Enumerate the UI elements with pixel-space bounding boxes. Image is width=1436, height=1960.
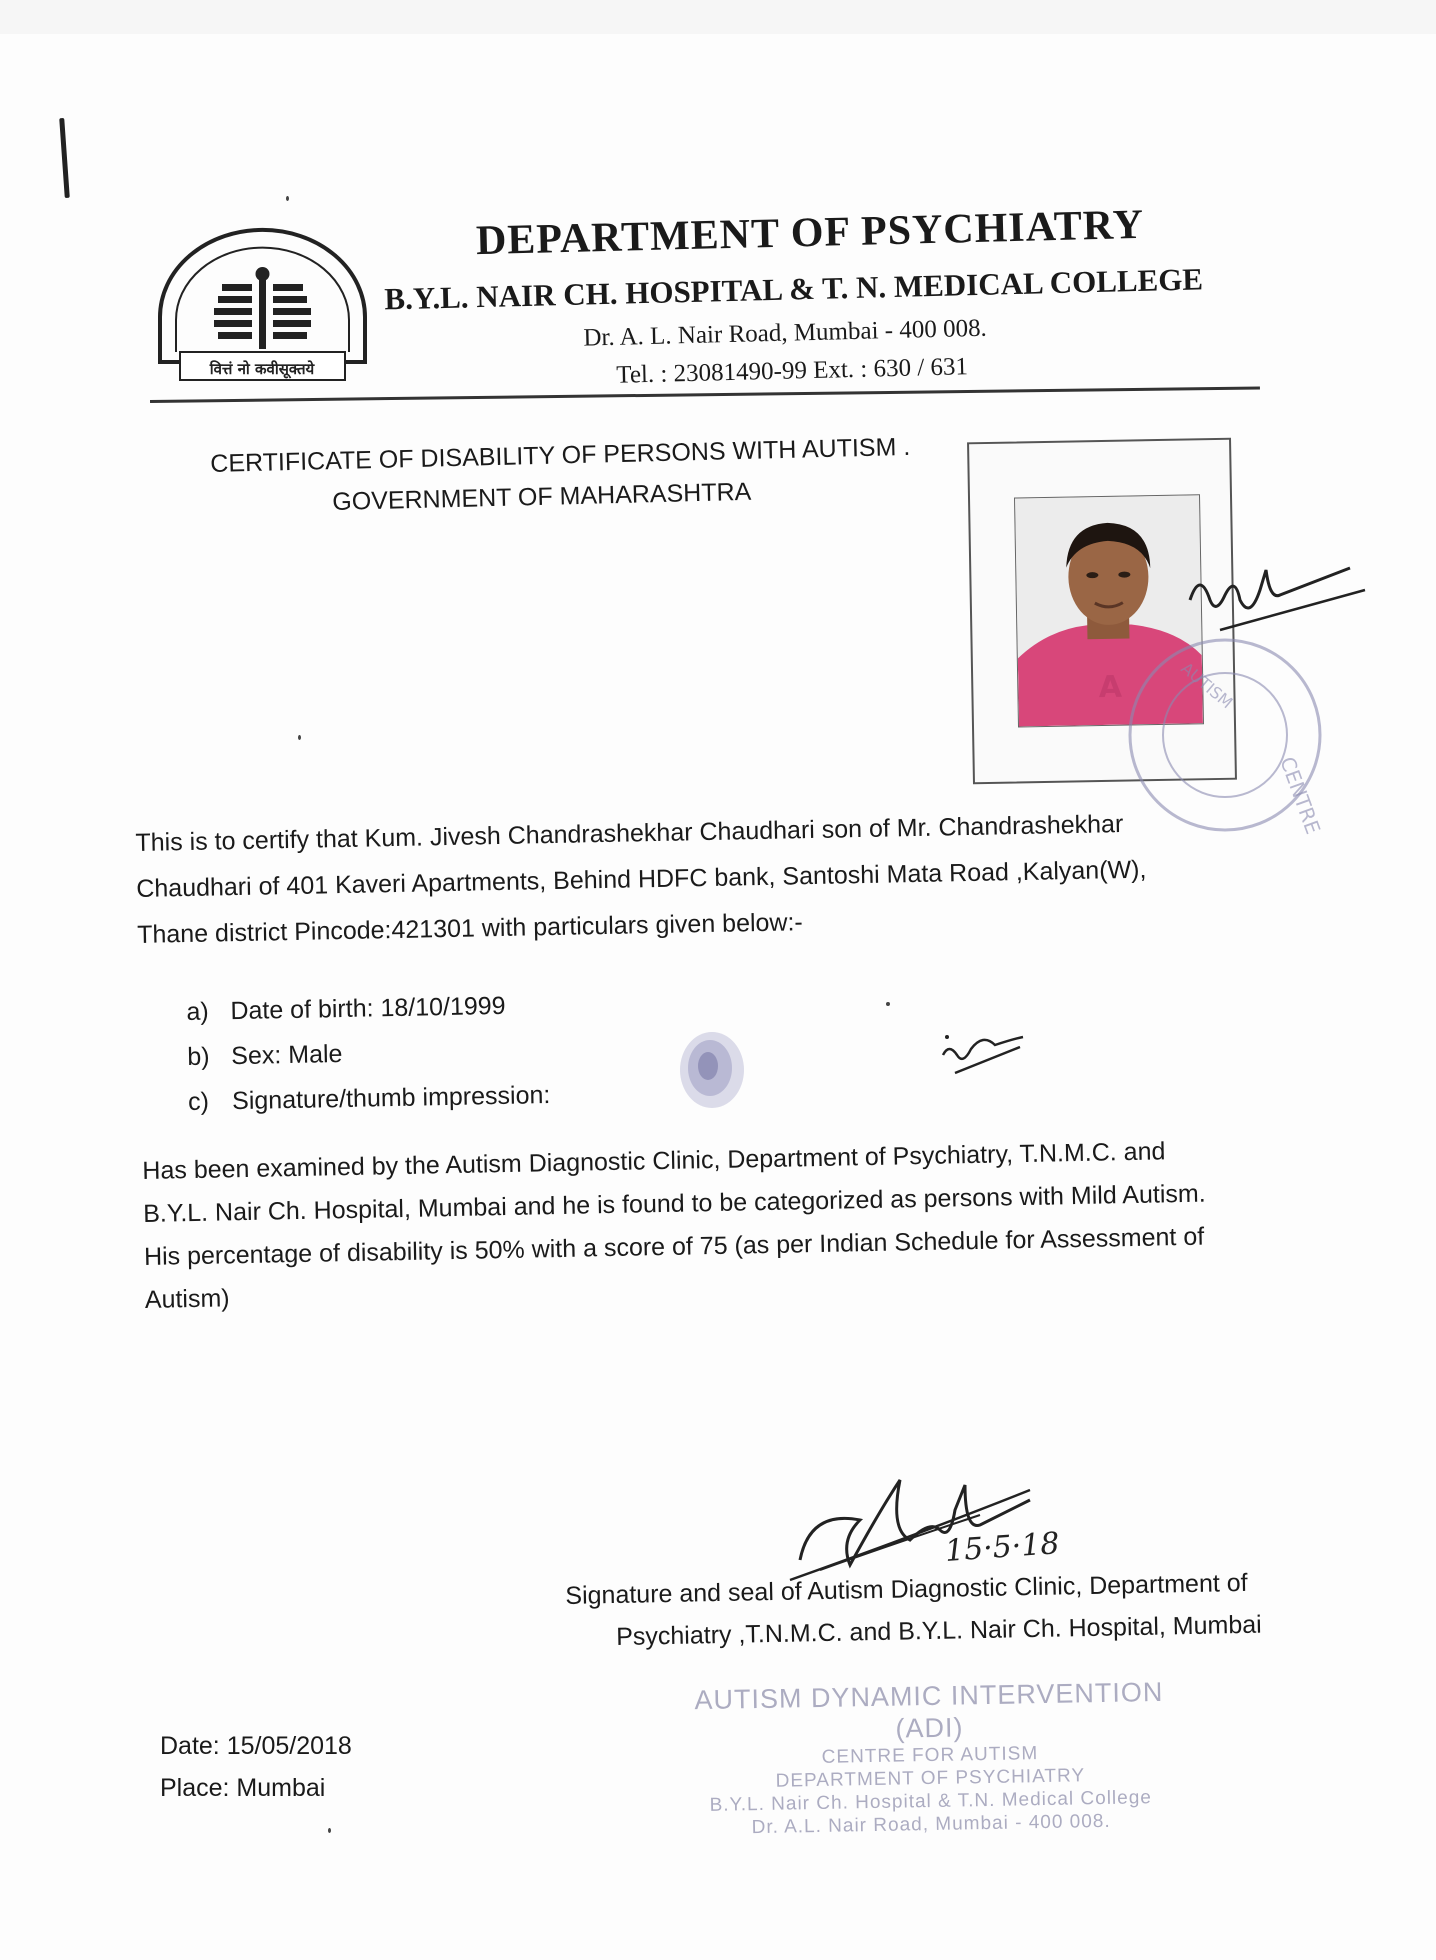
- intro-line: Chaudhari of 401 Kaveri Apartments, Behind HDFC bank, Santoshi Mata Road ,Kalyan(W),: [136, 855, 1147, 903]
- list-item: [188, 1073, 551, 1125]
- date-of-birth: Date of birth: 18/10/1999: [230, 991, 506, 1026]
- signature-caption-line: Psychiatry ,T.N.M.C. and B.Y.L. Nair Ch. Hospital, Mumbai: [615, 1610, 1262, 1652]
- intro-line: This is to certify that Kum. Jivesh Chandrashekhar Chaudhari son of Mr. Chandrashekhar: [135, 810, 1124, 857]
- list-marker: c): [187, 1087, 210, 1116]
- svg-text:AUTISM: AUTISM: [1177, 658, 1237, 713]
- particulars-list: [186, 983, 551, 1125]
- issuing-authority: GOVERNMENT OF MAHARASHTRA: [332, 477, 752, 516]
- list-marker: a): [186, 997, 209, 1026]
- seal-line: B.Y.L. Nair Ch. Hospital & T.N. Medical College: [709, 1787, 1153, 1816]
- thumb-impression-icon: [672, 1028, 752, 1113]
- svg-text:A: A: [1098, 669, 1123, 706]
- seal-line: Dr. A.L. Nair Road, Mumbai - 400 008.: [751, 1810, 1111, 1839]
- clinic-stamp-icon: [1120, 630, 1330, 840]
- logo-motto: वित्तं नो कवीसूक्तये: [209, 360, 315, 378]
- intro-paragraph: [135, 801, 1148, 958]
- signature-caption: [565, 1562, 1262, 1659]
- signature-caption-line: Signature and seal of Autism Diagnostic Clinic, Department of: [565, 1568, 1248, 1610]
- applicant-signature-icon: [935, 1025, 1035, 1080]
- findings-line: Autism): [144, 1284, 230, 1314]
- clinic-seal: [669, 1675, 1192, 1840]
- margin-pen-mark: [59, 118, 70, 198]
- seal-line: DEPARTMENT OF PSYCHIATRY: [775, 1765, 1086, 1792]
- department-title: DEPARTMENT OF PSYCHIATRY: [475, 201, 1145, 265]
- svg-text:CENTRE: CENTRE: [1275, 753, 1326, 838]
- photo-attestation-signature-icon: [1180, 560, 1370, 640]
- ink-speck: [328, 1828, 331, 1833]
- college-address: Dr. A. L. Nair Road, Mumbai - 400 008.: [583, 314, 988, 352]
- signature-thumb-label: Signature/thumb impression:: [231, 1081, 551, 1116]
- findings-line: His percentage of disability is 50% with a score of 75 (as per Indian Schedule for Assessment of: [143, 1222, 1205, 1271]
- intro-line: Thane district Pincode:421301 with particulars given below:-: [136, 908, 803, 949]
- findings-line: B.Y.L. Nair Ch. Hospital, Mumbai and he is found to be categorized as persons with Mild Autism.: [142, 1179, 1206, 1228]
- letterhead: [360, 178, 1260, 389]
- ink-speck: [886, 1002, 890, 1006]
- issue-place: Place: Mumbai: [160, 1774, 326, 1802]
- seal-line: CENTRE FOR AUTISM: [821, 1743, 1039, 1768]
- college-emblem-icon: [150, 222, 375, 392]
- college-name: B.Y.L. NAIR CH. HOSPITAL & T. N. MEDICAL COLLEGE: [383, 261, 1204, 317]
- certificate-title: CERTIFICATE OF DISABILITY OF PERSONS WITH AUTISM .: [210, 432, 911, 478]
- list-item: [186, 983, 549, 1035]
- sex-field: Sex: Male: [231, 1040, 343, 1071]
- college-phone: Tel. : 23081490-99 Ext. : 630 / 631: [616, 353, 969, 389]
- signature-date: 15·5·18: [943, 1526, 1061, 1569]
- date-place-block: [160, 1725, 352, 1809]
- issue-date: Date: 15/05/2018: [160, 1732, 352, 1760]
- list-item: [187, 1028, 550, 1080]
- seal-line: AUTISM DYNAMIC INTERVENTION (ADI): [694, 1676, 1164, 1744]
- ink-speck: [286, 196, 289, 201]
- top-margin-strip: [0, 0, 1436, 34]
- findings-paragraph: [142, 1130, 1208, 1322]
- list-marker: b): [187, 1042, 210, 1071]
- findings-line: Has been examined by the Autism Diagnostic Clinic, Department of Psychiatry, T.N.M.C. and: [142, 1137, 1166, 1185]
- ink-speck: [298, 735, 301, 740]
